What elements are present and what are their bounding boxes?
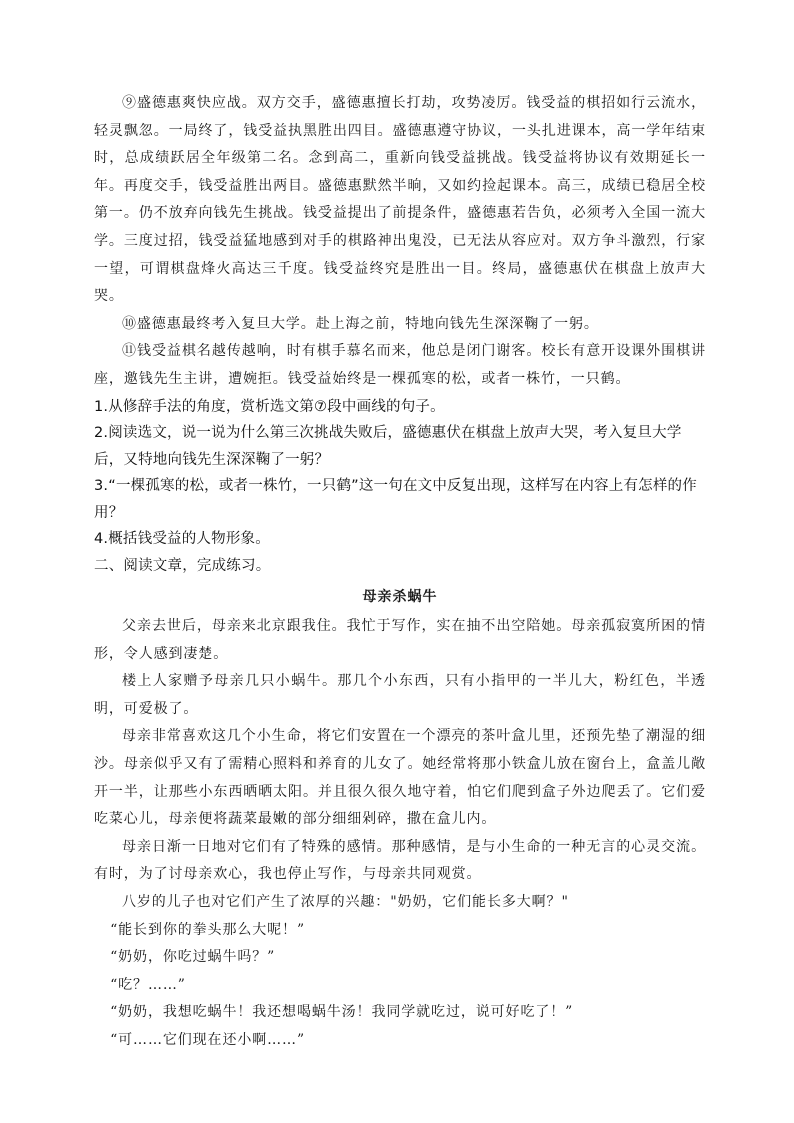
dialogue-line: “奶奶，我想吃蜗牛！我还想喝蜗牛汤！我同学就吃过，说可好吃了！” [110,1004,574,1021]
dialogue-line: “能长到你的拳头那么大呢！” [110,921,306,938]
article-paragraph: 母亲非常喜欢这几个小生命，将它们安置在一个漂亮的茶叶盒儿里，还预先垫了潮湿的细沙。母亲似乎又有了需精心照料和养育的儿女了。她经常将那小铁盒儿放在窗台上，盒盖儿敞开一半，让那些小东西晒晒太阳。并且很久很久地守着，怕它们爬到盒子外边爬丢了。它们爱吃菜心儿，母亲便将蔬菜最嫩的部分细细剁碎，撒在盒儿内。 [94,728,706,828]
question-2: 2.阅读选文，说一说为什么第三次挑战失败后，盛德惠伏在棋盘上放声大哭，考入复旦大学后，又特地向钱先生深深鞠了一躬？ [94,425,682,468]
passage-excerpt [94,90,706,394]
article-paragraph: 八岁的儿子也对它们产生了浓厚的兴趣："奶奶，它们能长多大啊？" [122,893,569,910]
paragraph-9: ⑨盛德惠爽快应战。双方交手，盛德惠擅长打劫，攻势凌厉。钱受益的棋招如行云流水，轻灵飘忽。一局终了，钱受益执黑胜出四目。盛德惠遵守协议，一头扎进课本，高一学年结束时，总成绩跃居全年级第二名。念到高二，重新向钱受益挑战。钱受益将协议有效期延长一年。再度交手，钱受益胜出两目。盛德惠默然半晌，又如约捡起课本。高三，成绩已稳居全校第一。仍不放弃向钱先生挑战。钱受益提出了前提条件，盛德惠若告负，必须考入全国一流大学。三度过招，钱受益猛地感到对手的棋路神出鬼没，已无法从容应对。双方争斗激烈，行家一望，可谓棋盘烽火高达三千度。钱受益终究是胜出一目。终局，盛德惠伏在棋盘上放声大哭。 [94,95,706,305]
article-body [94,613,706,1055]
article-paragraph: 父亲去世后，母亲来北京跟我住。我忙于写作，实在抽不出空陪她。母亲孤寂寞所困的情形，令人感到凄楚。 [94,618,706,662]
dialogue-line: “吃？……” [110,976,186,993]
article-title: 母亲杀蜗牛 [362,589,438,606]
question-list [94,394,706,553]
paragraph-11: ⑪钱受益棋名越传越响，时有棋手慕名而来，他总是闭门谢客。校长有意开设课外围棋讲座，邀钱先生主讲，遭婉拒。钱受益始终是一棵孤寒的松，或者一株竹，一只鹤。 [94,343,706,387]
question-1: 1.从修辞手法的角度，赏析选文第⑦段中画线的句子。 [94,398,445,415]
article-paragraph: 楼上人家赠予母亲几只小蜗牛。那几个小东西，只有小指甲的一半儿大，粉红色，半透明，可爱极了。 [94,673,706,717]
paragraph-10: ⑩盛德惠最终考入复旦大学。赴上海之前，特地向钱先生深深鞠了一躬。 [122,315,599,332]
section-heading: 二、阅读文章，完成练习。 [94,557,271,574]
dialogue-line: “奶奶，你吃过蜗牛吗？” [110,949,276,966]
dialogue-line: “可……它们现在还小啊……” [110,1031,306,1048]
question-4: 4.概括钱受益的人物形象。 [94,531,270,548]
question-3: 3.“一棵孤寒的松，或者一株竹，一只鹤”这一句在文中反复出现，这样写在内容上有怎样的作用？ [94,478,697,521]
article-paragraph: 母亲日渐一日地对它们有了特殊的感情。那种感情，是与小生命的一种无言的心灵交流。有时，为了讨母亲欢心，我也停止写作，与母亲共同观赏。 [94,838,706,883]
document-page [94,90,706,1055]
